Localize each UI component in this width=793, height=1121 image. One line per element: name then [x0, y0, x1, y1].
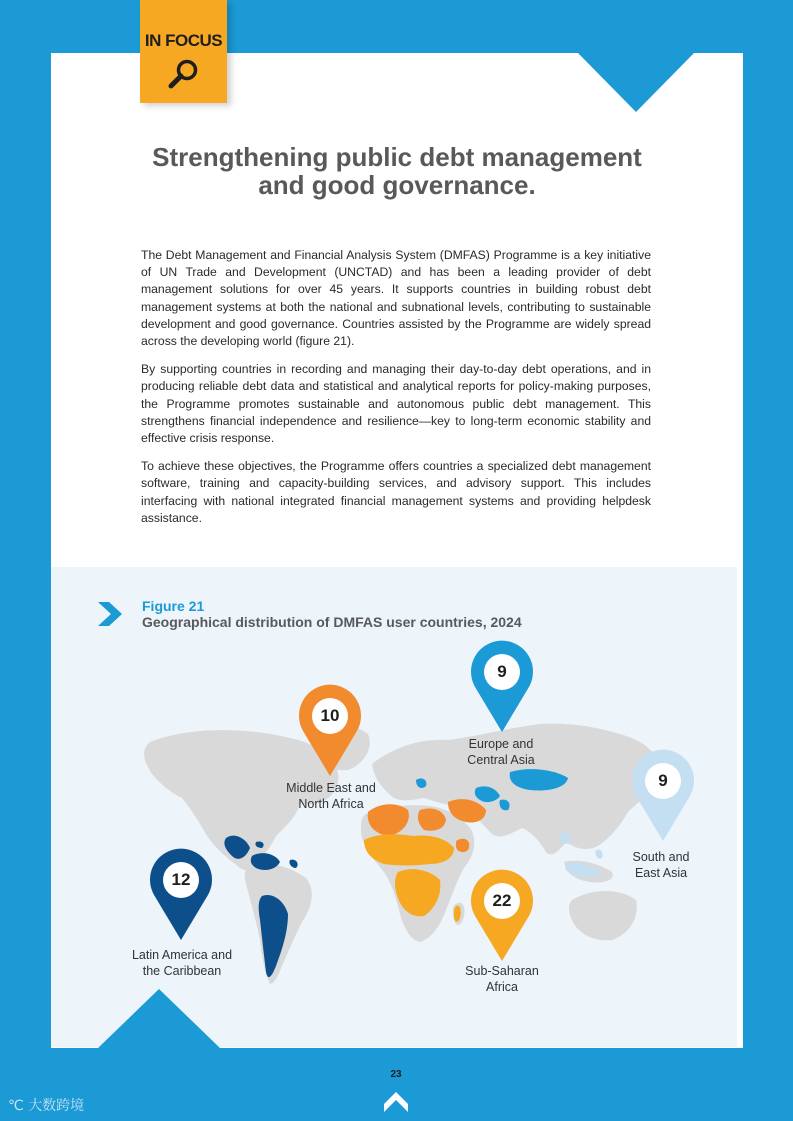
- pin-value-sub-saharan-africa: 22: [492, 891, 512, 910]
- paragraph-2: By supporting countries in recording and managing their day-to-day debt operations, and in producing reliable debt data and statistical and analytical reports for policy-making purposes, the Programme promotes sustainable and autonomous public debt management. This strengthens financial independence and resilience—key to long-term economic stability and effective crisis response.: [141, 362, 651, 446]
- label-mena-line-2: North Africa: [298, 797, 364, 811]
- figure-label: Figure 21: [142, 598, 205, 614]
- chevron-up-icon[interactable]: [382, 1090, 410, 1114]
- title-line-1: Strengthening public debt management: [152, 142, 642, 172]
- region-mark-yemen: [456, 839, 469, 852]
- pin-value-mena: 10: [320, 706, 340, 725]
- paragraph-3: To achieve these objectives, the Programme offers countries a specialized debt management software, training and capacity-building services, and advisory support. This includes interfacing with national integrated financial management systems and providing helpdesk assistance.: [141, 459, 651, 525]
- watermark-text: 大数跨境: [28, 1098, 85, 1114]
- figure-caption: Geographical distribution of DMFAS user countries, 2024: [142, 614, 522, 630]
- label-latin-america: [112, 947, 252, 979]
- region-mark-sahel: [364, 834, 454, 865]
- label-europe-line-1: Europe and: [468, 737, 534, 751]
- label-south-east-asia: [591, 849, 731, 881]
- region-mark-guianas: [289, 860, 297, 868]
- label-ssa-line-2: Africa: [486, 980, 518, 994]
- label-europe-line-2: Central Asia: [467, 753, 535, 767]
- in-focus-label: IN FOCUS: [144, 31, 223, 50]
- paragraph-1: The Debt Management and Financial Analysis System (DMFAS) Programme is a key initiative of UN Trade and Development (UNCTAD) and has been a leading provider of debt management solutions for over 45 years. It supports countries in building robust debt management systems at both the national and subnational levels, contributing to sustainable development and good governance. Countries assisted by the Programme are widely spread across the developing world (figure 21).: [141, 248, 651, 349]
- pin-value-south-east-asia: 9: [658, 771, 668, 790]
- label-latin-america-line-2: the Caribbean: [142, 964, 222, 978]
- title-line-2: and good governance.: [258, 170, 536, 200]
- label-asia-line-2: East Asia: [634, 866, 688, 880]
- label-asia-line-1: South and: [632, 850, 690, 864]
- land-australia: [569, 891, 637, 940]
- label-europe-central-asia: [431, 736, 571, 768]
- pin-value-europe-central-asia: 9: [497, 662, 507, 681]
- label-ssa-line-1: Sub-Saharan: [465, 964, 539, 978]
- label-mena-line-1: Middle East and: [286, 781, 376, 795]
- label-latin-america-line-1: Latin America and: [131, 948, 233, 962]
- region-mark-southern-cone: [259, 895, 288, 977]
- watermark: [8, 1095, 84, 1115]
- watermark-logo-icon: ℃: [8, 1098, 24, 1114]
- label-sub-saharan-africa: [432, 963, 572, 995]
- pin-value-latin-america: 12: [171, 870, 191, 889]
- label-mena: [261, 780, 401, 812]
- bottom-notch-decoration: [97, 989, 221, 1049]
- page-number: 23: [390, 1069, 402, 1080]
